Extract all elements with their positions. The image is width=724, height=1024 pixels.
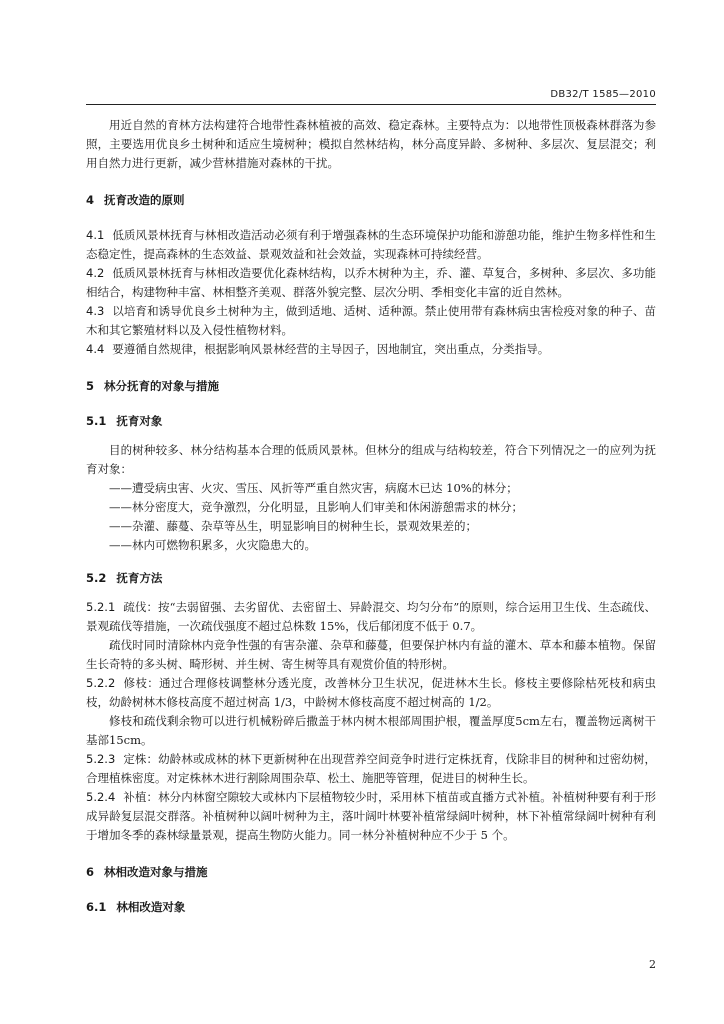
page-number: 2 — [649, 958, 656, 971]
clause-5-2-3: 5.2.3 定株：幼龄林或成林的林下更新树种在出现营养空间竞争时进行定株抚育，伐除非目的树种和过密幼树，合理植株密度。对定株林木进行割除周围杂草、松土、施肥等管理，促进目的树种生长。 — [86, 752, 656, 785]
clause-5-2-1: 5.2.1 疏伐：按“去弱留强、去劣留优、去密留土、异龄混交、均匀分布”的原则，综合运用卫生伐、生态疏伐、景观疏伐等措施，一次疏伐强度不超过总株数 15%，伐后郁闭度不低于 0.7。 — [86, 600, 656, 633]
section-heading-6: 6 林相改造对象与措施 — [86, 865, 208, 879]
dash-item: ——林内可燃物积累多，火灾隐患大的。 — [109, 538, 316, 552]
paragraph-5-1: 目的树种较多、林分结构基本合理的低质风景林。但林分的组成与结构较差，符合下列情况之一的应列为抚育对象： — [86, 443, 656, 476]
header-rule — [86, 104, 656, 105]
section-heading-4: 4 抚育改造的原则 — [86, 193, 185, 207]
standard-code: DB32/T 1585—2010 — [550, 89, 656, 100]
document-body — [86, 116, 656, 927]
dash-item: ——遭受病虫害、火灾、雪压、风折等严重自然灾害，病腐木已达 10%的林分； — [109, 481, 518, 495]
clause-4-4: 4.4 要遵循自然规律，根据影响风景林经营的主导因子，因地制宜，突出重点，分类指导。 — [86, 342, 550, 356]
dash-item: ——林分密度大，竞争激烈，分化明显，且影响人们审美和休闲游憩需求的林分； — [109, 500, 523, 514]
subsection-heading-5-1: 5.1 抚育对象 — [86, 414, 163, 428]
intro-paragraph: 用近自然的育林方法构建符合地带性森林植被的高效、稳定森林。主要特点为：以地带性顶极森林群落为参照，主要选用优良乡土树种和适应生境树种；模拟自然林结构，林分高度异龄、多树种、多层次、复层混交；利用自然力进行更新，减少营林措施对森林的干扰。 — [86, 118, 656, 170]
clause-4-2: 4.2 低质风景林抚育与林相改造要优化森林结构，以乔木树种为主，乔、灌、草复合，多树种、多层次、多功能相结合，构建物种丰富、林相整齐美观、群落外貌完整、层次分明、季相变化丰富的近自然林。 — [86, 266, 656, 299]
paragraph-5-2-1-cont: 疏伐时同时清除林内竞争性强的有害杂灌、杂草和藤蔓，但要保护林内有益的灌木、草本和藤本植物。保留生长奇特的多头树、畸形树、并生树、寄生树等具有观赏价值的特形树。 — [86, 638, 656, 671]
subsection-heading-5-2: 5.2 抚育方法 — [86, 571, 163, 585]
subsection-heading-6-1: 6.1 林相改造对象 — [86, 900, 186, 914]
paragraph-5-2-2-cont: 修枝和疏伐剩余物可以进行机械粉碎后撒盖于林内树木根部周围护根，覆盖厚度5cm左右，覆盖物远离树干基部15cm。 — [86, 714, 656, 747]
clause-5-2-2: 5.2.2 修枝：通过合理修枝调整林分透光度，改善林分卫生状况，促进林木生长。修枝主要修除枯死枝和病虫枝，幼龄树林木修枝高度不超过树高 1/3，中龄树木修枝高度不超过树高的 1/2。 — [86, 676, 656, 709]
dash-item: ——杂灌、藤蔓、杂草等丛生，明显影响目的树种生长，景观效果差的； — [109, 519, 477, 533]
clause-4-1: 4.1 低质风景林抚育与林相改造活动必须有利于增强森林的生态环境保护功能和游憩功能，维护生物多样性和生态稳定性，提高森林的生态效益、景观效益和社会效益，实现森林可持续经营。 — [86, 228, 656, 261]
clause-5-2-4: 5.2.4 补植：林分内林窗空隙较大或林内下层植物较少时，采用林下植苗或直播方式补植。补植树种要有利于形成异龄复层混交群落。补植树种以阔叶树种为主，落叶阔叶林要补植常绿阔叶树种，林下补植常绿阔叶树种有利于增加冬季的森林绿量景观，提高生物防火能力。同一林分补植树种应不少于 5 个。 — [86, 790, 656, 842]
clause-4-3: 4.3 以培育和诱导优良乡土树种为主，做到适地、适树、适种源。禁止使用带有森林病虫害检疫对象的种子、苗木和其它繁殖材料以及入侵性植物材料。 — [86, 304, 656, 337]
section-heading-5: 5 林分抚育的对象与措施 — [86, 379, 220, 393]
